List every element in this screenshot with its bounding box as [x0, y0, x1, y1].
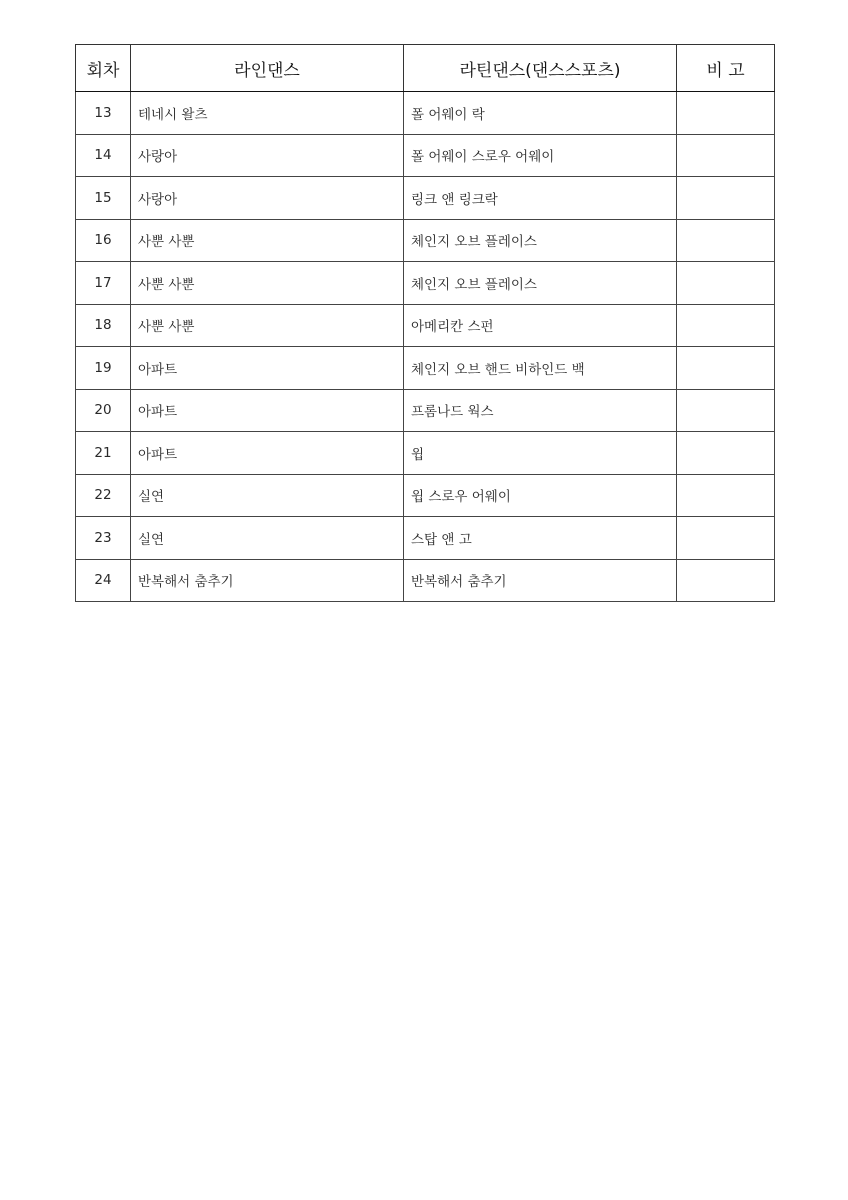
line-dance-cell: 반복해서 춤추기: [131, 559, 404, 602]
note-cell: [677, 559, 775, 602]
line-dance-cell: 사뿐 사뿐: [131, 219, 404, 262]
latin-dance-cell: 체인지 오브 플레이스: [404, 262, 677, 305]
session-number: 18: [76, 304, 131, 347]
line-dance-cell: 사랑아: [131, 177, 404, 220]
session-number: 20: [76, 389, 131, 432]
latin-dance-cell: 체인지 오브 플레이스: [404, 219, 677, 262]
note-cell: [677, 347, 775, 390]
header-note: 비 고: [677, 45, 775, 92]
table-row: [76, 474, 775, 517]
table-row: [76, 177, 775, 220]
session-number: 17: [76, 262, 131, 305]
session-number: 24: [76, 559, 131, 602]
session-number: 23: [76, 517, 131, 560]
note-cell: [677, 474, 775, 517]
session-number: 16: [76, 219, 131, 262]
table-body: [76, 92, 775, 602]
latin-dance-cell: 스탑 앤 고: [404, 517, 677, 560]
table-row: [76, 304, 775, 347]
note-cell: [677, 517, 775, 560]
latin-dance-cell: 프롬나드 웍스: [404, 389, 677, 432]
note-cell: [677, 134, 775, 177]
latin-dance-cell: 링크 앤 링크락: [404, 177, 677, 220]
line-dance-cell: 아파트: [131, 432, 404, 475]
session-number: 19: [76, 347, 131, 390]
header-session: 회차: [76, 45, 131, 92]
latin-dance-cell: 폴 어웨이 스로우 어웨이: [404, 134, 677, 177]
line-dance-cell: 실연: [131, 517, 404, 560]
session-number: 13: [76, 92, 131, 135]
table-row: [76, 92, 775, 135]
note-cell: [677, 177, 775, 220]
session-number: 22: [76, 474, 131, 517]
line-dance-cell: 실연: [131, 474, 404, 517]
line-dance-cell: 테네시 왈츠: [131, 92, 404, 135]
latin-dance-cell: 윕: [404, 432, 677, 475]
table-row: [76, 219, 775, 262]
table-row: [76, 134, 775, 177]
session-number: 21: [76, 432, 131, 475]
table-row: [76, 347, 775, 390]
note-cell: [677, 92, 775, 135]
latin-dance-cell: 체인지 오브 핸드 비하인드 백: [404, 347, 677, 390]
session-number: 14: [76, 134, 131, 177]
line-dance-cell: 사랑아: [131, 134, 404, 177]
latin-dance-cell: 아메리칸 스펀: [404, 304, 677, 347]
table-row: [76, 432, 775, 475]
line-dance-cell: 아파트: [131, 389, 404, 432]
note-cell: [677, 219, 775, 262]
table-row: [76, 517, 775, 560]
session-number: 15: [76, 177, 131, 220]
line-dance-cell: 아파트: [131, 347, 404, 390]
table-header: [76, 45, 775, 92]
table-row: [76, 262, 775, 305]
header-row: [76, 45, 775, 92]
note-cell: [677, 304, 775, 347]
table-row: [76, 559, 775, 602]
latin-dance-cell: 반복해서 춤추기: [404, 559, 677, 602]
dance-schedule-table: [75, 44, 775, 602]
note-cell: [677, 432, 775, 475]
latin-dance-cell: 윕 스로우 어웨이: [404, 474, 677, 517]
latin-dance-cell: 폴 어웨이 락: [404, 92, 677, 135]
header-line-dance: 라인댄스: [131, 45, 404, 92]
table-row: [76, 389, 775, 432]
header-latin-dance: 라틴댄스(댄스스포츠): [404, 45, 677, 92]
note-cell: [677, 389, 775, 432]
line-dance-cell: 사뿐 사뿐: [131, 262, 404, 305]
line-dance-cell: 사뿐 사뿐: [131, 304, 404, 347]
note-cell: [677, 262, 775, 305]
